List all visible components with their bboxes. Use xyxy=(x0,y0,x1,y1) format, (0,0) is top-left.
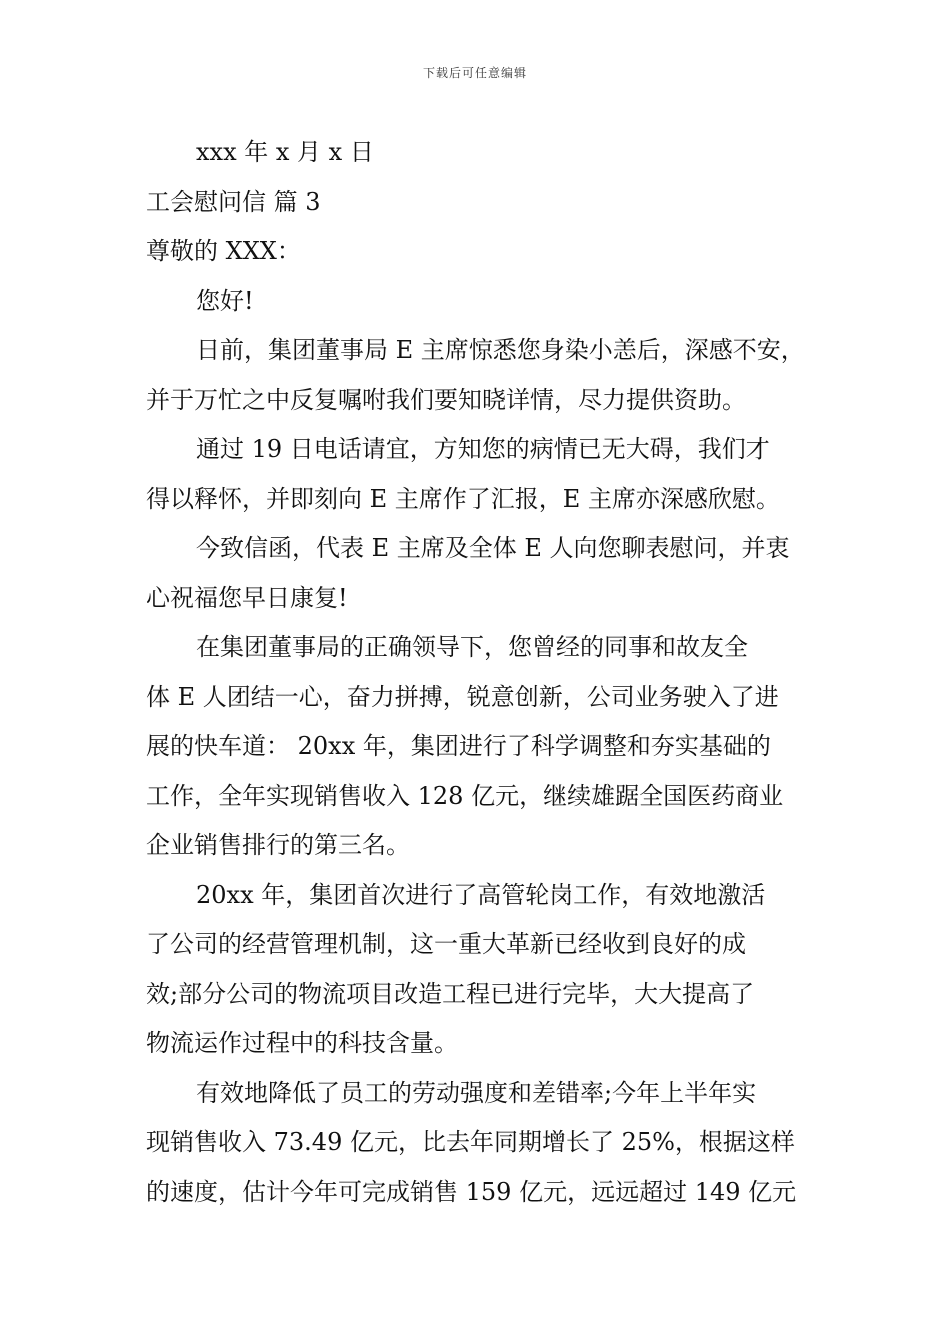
text-line: 物流运作过程中的科技含量。 xyxy=(146,1029,458,1057)
text-line: 了公司的经营管理机制，这一重大革新已经收到良好的成 xyxy=(146,930,746,958)
text-line: 今致信函，代表 E 主席及全体 E 人向您聊表慰问，并衷 xyxy=(196,534,790,562)
text-line: 的速度，估计今年可完成销售 159 亿元，远远超过 149 亿元 xyxy=(146,1177,797,1206)
text-line: 20xx 年，集团首次进行了高管轮岗工作，有效地激活 xyxy=(196,880,766,909)
text-line: 日前，集团董事局 E 主席惊悉您身染小恙后，深感不安， xyxy=(196,336,805,364)
text-line: 体 E 人团结一心，奋力拼搏，锐意创新，公司业务驶入了进 xyxy=(146,682,779,711)
salutation: 尊敬的 XXX： xyxy=(146,237,301,265)
text-line: 工作，全年实现销售收入 128 亿元，继续雄踞全国医药商业 xyxy=(146,781,784,810)
text-line: 并于万忙之中反复嘱咐我们要知晓详情，尽力提供资助。 xyxy=(146,385,746,414)
text-line: 在集团董事局的正确领导下，您曾经的同事和故友全 xyxy=(196,633,748,661)
text-line: 现销售收入 73.49 亿元，比去年同期增长了 25%，根据这样 xyxy=(146,1128,795,1156)
text-line: 心祝福您早日康复! xyxy=(146,583,348,612)
document-body xyxy=(146,128,811,1217)
text-line: 效;部分公司的物流项目改造工程已进行完毕，大大提高了 xyxy=(146,979,755,1008)
document-title: 工会慰问信 篇 3 xyxy=(146,187,321,216)
date-line: xxx 年 x 月 x 日 xyxy=(196,138,374,166)
text-line: 通过 19 日电话请宜，方知您的病情已无大碍，我们才 xyxy=(196,435,770,463)
text-line: 展的快车道： 20xx 年，集团进行了科学调整和夯实基础的 xyxy=(146,732,771,760)
greeting: 您好! xyxy=(196,286,254,315)
page-header: 下载后可任意编辑 xyxy=(422,66,527,80)
text-line: 有效地降低了员工的劳动强度和差错率;今年上半年实 xyxy=(196,1078,757,1107)
text-line: 企业销售排行的第三名。 xyxy=(146,831,410,859)
text-line: 得以释怀，并即刻向 E 主席作了汇报，E 主席亦深感欣慰。 xyxy=(146,484,780,513)
